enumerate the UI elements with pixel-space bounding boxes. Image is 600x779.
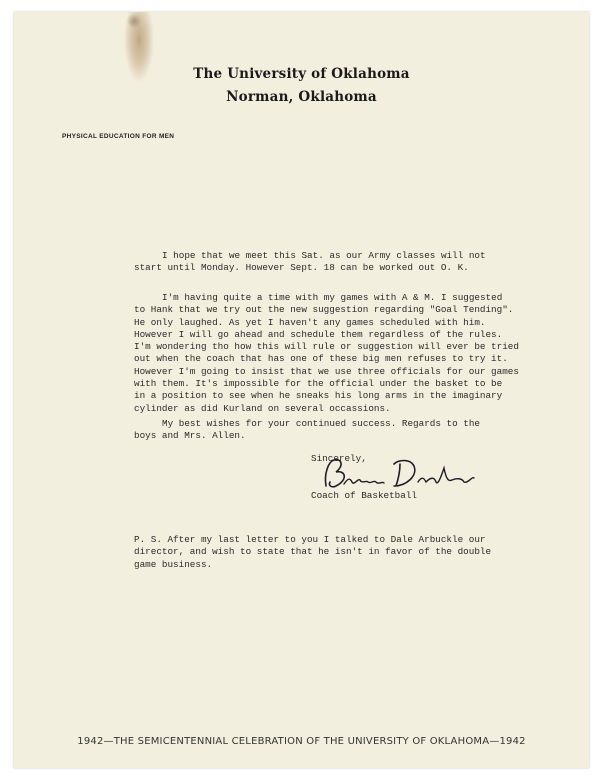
department-label: PHYSICAL EDUCATION FOR MEN (62, 133, 175, 140)
text-line: with them. It's impossible for the official under the basket to be (134, 378, 503, 390)
text-line: boys and Mrs. Allen. (134, 430, 246, 442)
text-line: However I'm going to insist that we use three officials for our games (134, 365, 519, 377)
text-line: cylinder as did Kurland on several occassions. (134, 402, 391, 414)
staple-mark (126, 14, 142, 28)
text-line: P. S. After my last letter to you I talked to Dale Arbuckle our (134, 534, 486, 545)
text-line: in a position to see when he sneaks his long arms in the imaginary (134, 390, 503, 402)
paragraph-1 (134, 250, 574, 275)
text-line: I'm having quite a time with my games with A & M. I suggested (162, 292, 503, 303)
paragraph-2 (134, 292, 574, 415)
text-line: out when the coach that has one of these big men refuses to try it. (134, 353, 508, 365)
text-line: director, and wish to state that he isn't in favor of the double (134, 546, 492, 558)
text-line: However I will go ahead and schedule them regardless of the rules. (134, 328, 503, 340)
text-line: My best wishes for your continued success. Regards to the (162, 418, 481, 429)
closing: Sincerely, (311, 453, 367, 464)
text-line: to Hank that we try out the new suggestion regarding "Goal Tending". (134, 304, 514, 316)
letter-page (14, 12, 589, 768)
footer-banner: 1942—THE SEMICENTENNIAL CELEBRATION OF THE UNIVERSITY OF OKLAHOMA—1942 (77, 736, 526, 747)
paragraph-3 (134, 418, 574, 443)
signer-title: Coach of Basketball (311, 490, 418, 501)
text-line: game business. (134, 558, 213, 570)
text-line: I'm wondering tho how this will rule or suggestion will ever be tried (134, 341, 519, 353)
letterhead-city: Norman, Oklahoma (226, 89, 377, 105)
text-line: I hope that we meet this Sat. as our Army classes will not (162, 250, 486, 261)
text-line: start until Monday. However Sept. 18 can be worked out O. K. (134, 262, 469, 274)
postscript (134, 534, 574, 571)
text-line: He only laughed. As yet I haven't any games scheduled with him. (134, 316, 486, 328)
letterhead-university: The University of Oklahoma (193, 66, 410, 82)
